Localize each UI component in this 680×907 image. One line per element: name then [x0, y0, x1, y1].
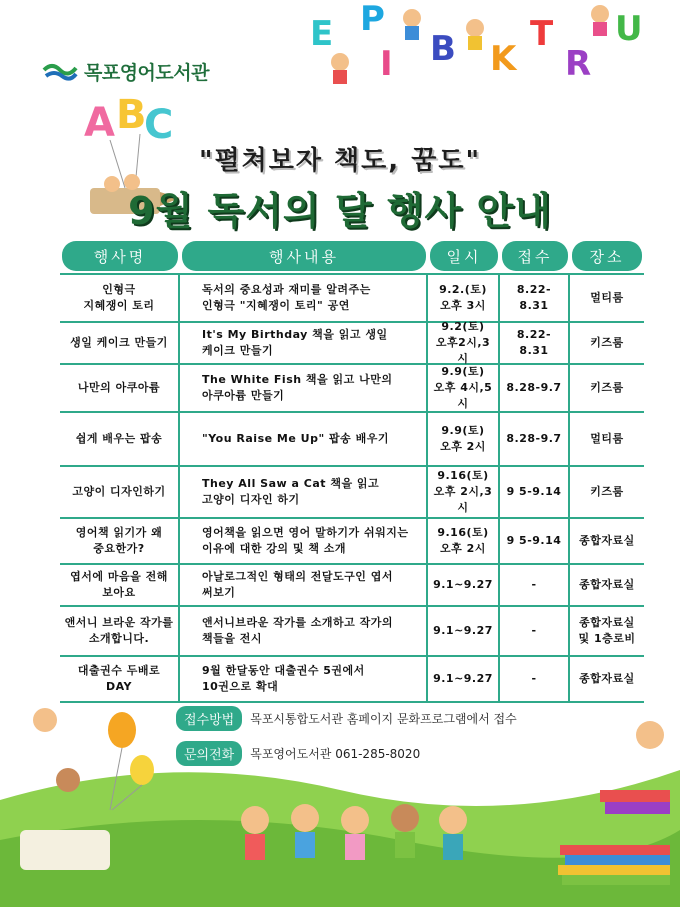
event-registration-cell: 8.28-9.7 — [500, 413, 570, 465]
event-registration-cell: 8.28-9.7 — [500, 365, 570, 411]
letter-t: T — [530, 14, 554, 54]
event-date-cell: 9.1~9.27 — [428, 565, 500, 605]
letter-i: I — [380, 44, 393, 84]
event-place-cell: 멀티룸 — [590, 432, 624, 446]
event-content-cell: It's My Birthday 책을 읽고 생일 케이크 만들기 — [180, 323, 428, 363]
event-place-cell: 종합자료실 — [579, 534, 635, 548]
letter-k: K — [490, 39, 517, 79]
event-content-cell: 독서의 중요성과 재미를 알려주는 인형극 "지혜쟁이 토리" 공연 — [180, 275, 428, 321]
logo-wave-icon — [42, 60, 78, 84]
library-logo — [42, 58, 209, 85]
table-row — [60, 320, 644, 365]
event-content-cell: 앤서니브라운 작가를 소개하고 작가의 책들을 전시 — [180, 607, 428, 655]
library-name: 목포영어도서관 — [84, 62, 209, 84]
table-row — [60, 607, 644, 657]
event-date-cell: 9.9(토) 오후 2시 — [428, 413, 500, 465]
event-date-cell: 9.2.(토) 오후 3시 — [428, 275, 500, 321]
event-content-cell: 아날로그적인 형태의 전달도구인 엽서 써보기 — [180, 565, 428, 605]
event-registration-cell: - — [500, 565, 570, 605]
event-name-cell: 인형극 지혜쟁이 토리 — [60, 275, 180, 321]
event-name-cell: 고양이 디자인하기 — [60, 467, 180, 517]
abc-a: A — [84, 100, 115, 146]
apply-text: 목포시통합도서관 홈페이지 문화프로그램에서 접수 — [250, 712, 517, 726]
abc-b: B — [116, 92, 147, 138]
event-date-cell: 9.1~9.27 — [428, 657, 500, 701]
event-place-cell: 종합자료실 및 1층로비 — [578, 616, 636, 645]
event-place-cell: 종합자료실 — [579, 672, 635, 686]
event-registration-cell: 9 5-9.14 — [500, 467, 570, 517]
event-name-cell: 대출권수 두배로 DAY — [60, 657, 180, 701]
header-registration: 접수 — [502, 241, 568, 271]
event-name-cell: 영어책 읽기가 왜 중요한가? — [60, 519, 180, 563]
event-name-cell: 엽서에 마음을 전해 보아요 — [60, 565, 180, 605]
table-row — [60, 467, 644, 519]
abc-c: C — [144, 102, 174, 148]
event-registration-cell: - — [500, 657, 570, 701]
header-place: 장소 — [572, 241, 642, 271]
event-date-cell: 9.2(토) 오후2시,3시 — [428, 323, 500, 363]
event-content-cell: 영어책을 읽으면 영어 말하기가 쉬워지는 이유에 대한 강의 및 책 소개 — [180, 519, 428, 563]
event-name-cell: 생일 케이크 만들기 — [60, 323, 180, 363]
header-event-content: 행사내용 — [182, 241, 426, 271]
event-place-cell: 멀티룸 — [590, 291, 624, 305]
event-registration-cell: 8.22-8.31 — [500, 323, 570, 363]
letter-b: B — [430, 29, 456, 69]
table-header — [60, 241, 644, 271]
event-content-cell: The White Fish 책을 읽고 나만의 아쿠아륨 만들기 — [180, 365, 428, 411]
event-registration-cell: 9 5-9.14 — [500, 519, 570, 563]
table-row — [60, 275, 644, 323]
letter-u: U — [615, 9, 643, 49]
event-content-cell: They All Saw a Cat 책을 읽고 고양이 디자인 하기 — [180, 467, 428, 517]
event-place-cell: 키즈룸 — [590, 485, 624, 499]
table-row — [60, 413, 644, 467]
contact-badge: 문의전화 — [176, 741, 242, 766]
table-row — [60, 565, 644, 607]
event-table — [60, 241, 644, 703]
event-name-cell: 나만의 아쿠아륨 — [60, 365, 180, 411]
event-place-cell: 키즈룸 — [590, 336, 624, 350]
table-row — [60, 365, 644, 413]
event-date-cell: 9.9(토) 오후 4시,5시 — [428, 365, 500, 411]
event-content-cell: 9월 한달동안 대출권수 5권에서 10권으로 확대 — [180, 657, 428, 701]
event-content-cell: "You Raise Me Up" 팝송 배우기 — [180, 413, 428, 465]
poster-subtitle: "펼쳐보자 책도, 꿈도" — [198, 146, 481, 176]
event-place-cell: 키즈룸 — [590, 381, 624, 395]
event-name-cell: 앤서니 브라운 작가를 소개합니다. — [60, 607, 180, 655]
table-body — [60, 273, 644, 703]
letter-p: P — [360, 0, 385, 39]
event-name-cell: 쉽게 배우는 팝송 — [60, 413, 180, 465]
event-registration-cell: 8.22-8.31 — [500, 275, 570, 321]
header-date: 일시 — [430, 241, 498, 271]
event-date-cell: 9.16(토) 오후 2시,3시 — [428, 467, 500, 517]
event-date-cell: 9.16(토) 오후 2시 — [428, 519, 500, 563]
kids-alphabet-icon — [300, 0, 680, 85]
header-event-name: 행사명 — [62, 241, 178, 271]
apply-badge: 접수방법 — [176, 706, 242, 731]
event-date-cell: 9.1~9.27 — [428, 607, 500, 655]
contact-text: 목포영어도서관 061-285-8020 — [250, 747, 421, 761]
letter-e: E — [310, 14, 334, 54]
letter-r: R — [565, 44, 592, 84]
event-registration-cell: - — [500, 607, 570, 655]
table-row — [60, 519, 644, 565]
kids-reading-icon — [0, 690, 680, 907]
event-place-cell: 종합자료실 — [579, 578, 635, 592]
poster-title: 9월 독서의 달 행사 안내 — [128, 189, 552, 233]
